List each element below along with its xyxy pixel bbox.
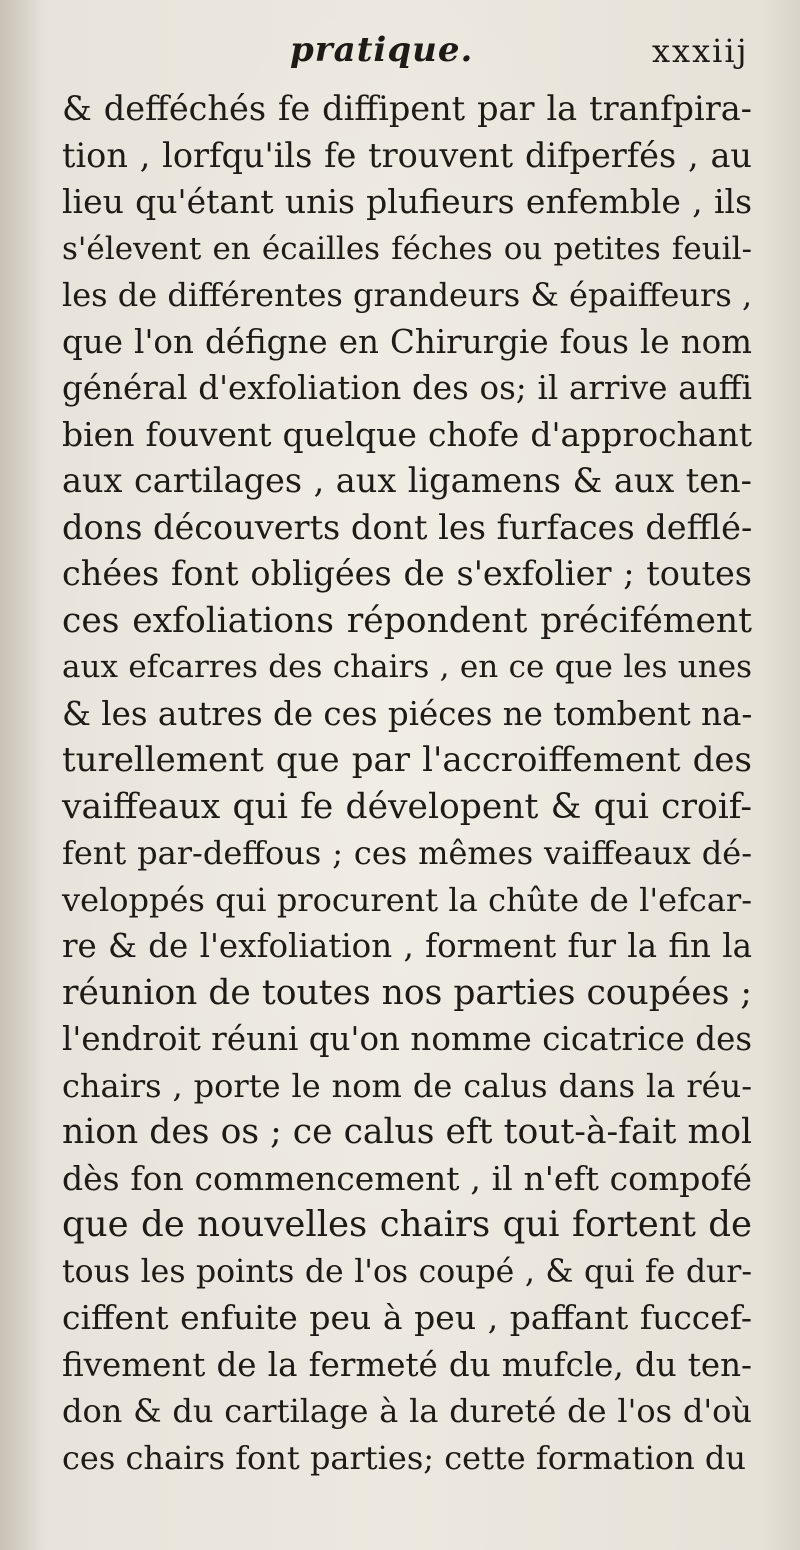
running-head xyxy=(0,30,800,80)
text-line: l'endroit réuni qu'on nomme cicatrice des xyxy=(62,1020,752,1058)
text-line: & les autres de ces piéces ne tombent na- xyxy=(62,694,753,733)
text-line: turellement que par l'accroiffement des xyxy=(62,740,752,780)
text-line: don & du cartilage à la dureté de l'os d'où xyxy=(62,1392,752,1430)
text-line: fivement de la fermeté du mufcle, du ten- xyxy=(62,1345,752,1384)
text-line: aux cartilages , aux ligamens & aux ten- xyxy=(62,461,752,500)
text-line: les de différentes grandeurs & épaiffeurs , xyxy=(62,276,753,314)
page-number: xxxiij xyxy=(652,32,749,70)
running-head-title: pratique. xyxy=(290,30,474,70)
text-line: s'élevent en écailles féches ou petites feuil- xyxy=(62,230,752,267)
text-line: tous les points de l'os coupé , & qui fe dur- xyxy=(62,1253,752,1290)
text-line: général d'exfoliation des os; il arrive auffi xyxy=(62,369,752,407)
text-line: chées font obligées de s'exfolier ; toutes xyxy=(62,554,752,593)
text-line: que l'on défigne en Chirurgie fous le nom xyxy=(62,322,752,361)
text-line: ciffent enfuite peu à peu , paffant fuccef- xyxy=(62,1298,752,1337)
text-line: veloppés qui procurent la chûte de l'efcar- xyxy=(62,880,752,919)
text-line: fent par-deffous ; ces mêmes vaiffeaux dé- xyxy=(62,834,752,872)
text-line: ces chairs font parties; cette formation du xyxy=(62,1438,746,1477)
text-line: vaiffeaux qui fe dévelopent & qui croif- xyxy=(62,786,752,827)
text-line: que de nouvelles chairs qui fortent de xyxy=(62,1204,752,1245)
text-line: lieu qu'étant unis plufieurs enfemble , ils xyxy=(62,182,752,221)
text-line: ces exfoliations répondent précifément xyxy=(62,600,752,641)
text-line: bien fouvent quelque chofe d'approchant xyxy=(62,414,752,454)
text-line: re & de l'exfoliation , forment fur la fin la xyxy=(62,927,752,965)
body-text xyxy=(62,86,752,1481)
text-line: & defféchés fe diffipent par la tranfpira- xyxy=(62,89,752,128)
text-line: dons découverts dont les furfaces defflé- xyxy=(62,507,753,547)
text-line: chairs , porte le nom de calus dans la réu- xyxy=(62,1066,752,1105)
text-line: aux efcarres des chairs , en ce que les unes xyxy=(62,649,752,685)
text-line: tion , lorfqu'ils fe trouvent difperfés , au xyxy=(62,135,752,175)
text-line: dès fon commencement , il n'eft compofé xyxy=(62,1158,752,1198)
page-gutter-shadow xyxy=(0,0,48,1550)
text-line: nion des os ; ce calus eft tout-à-fait mol xyxy=(62,1112,752,1152)
text-line: réunion de toutes nos parties coupées ; xyxy=(62,972,752,1013)
